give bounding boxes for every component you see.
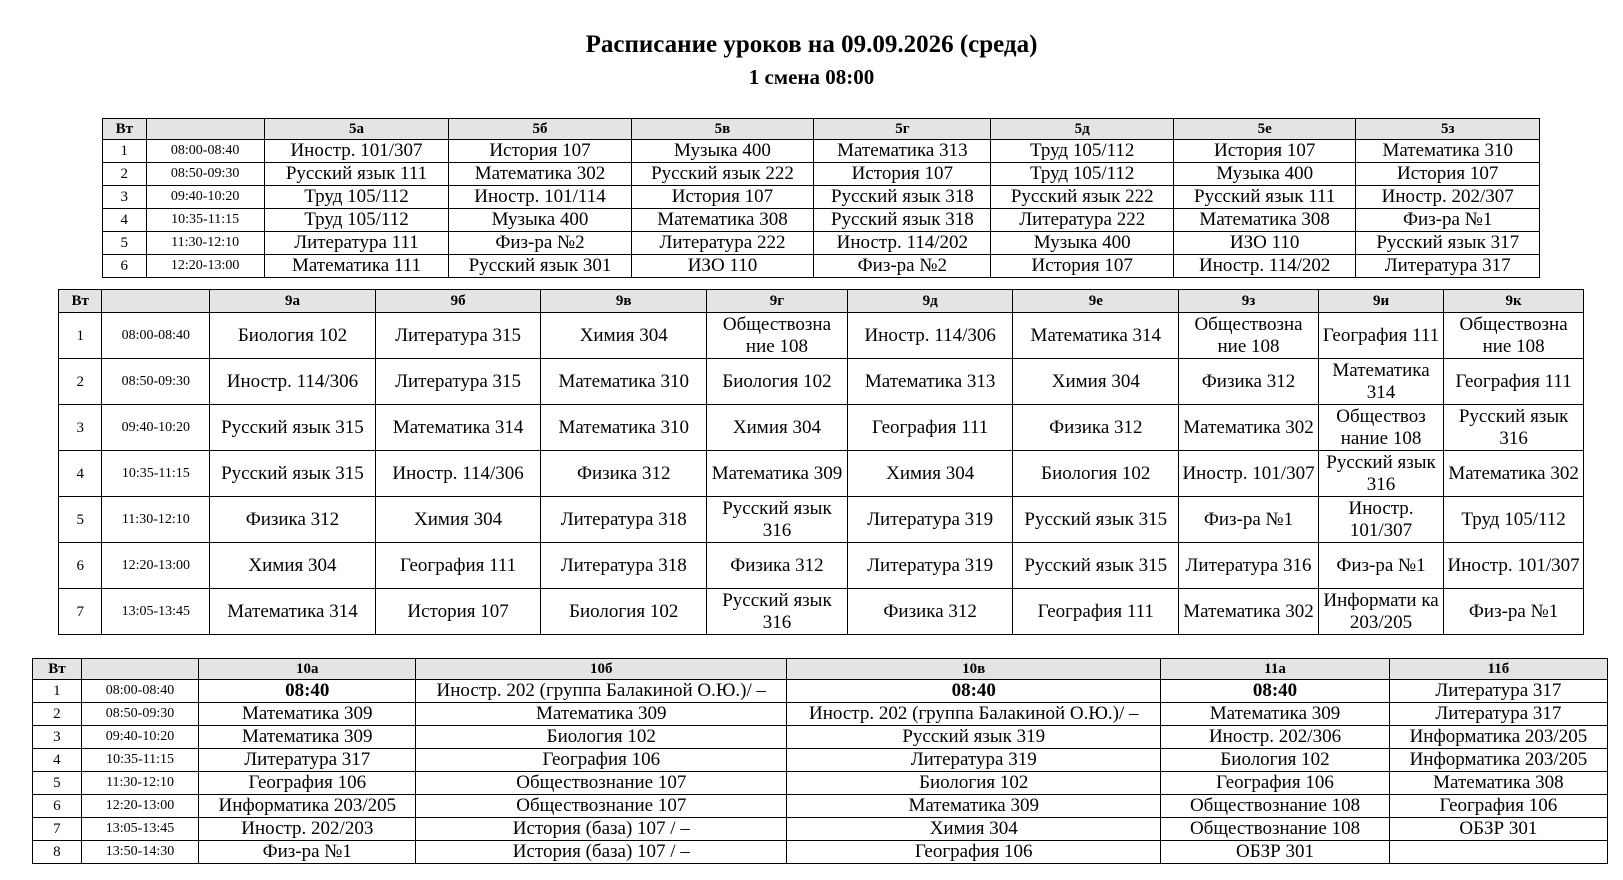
lesson-cell: Труд 105/112 [991,163,1173,186]
lesson-time: 09:40-10:20 [146,186,264,209]
lesson-row [59,451,1584,497]
lesson-cell: Иностр. 101/114 [449,186,631,209]
lesson-cell: Физика 312 [541,451,707,497]
lesson-cell: 08:40 [199,680,416,703]
lesson-cell: Биология 102 [707,359,848,405]
lesson-cell: Обществознание 107 [416,772,787,795]
lesson-cell: Иностр. 114/202 [1173,255,1355,278]
lesson-cell: История 107 [1356,163,1540,186]
lesson-row [59,589,1584,635]
lesson-number: 2 [33,703,82,726]
lesson-number: 3 [59,405,102,451]
lesson-time: 08:50-09:30 [102,359,210,405]
day-label-header: Вт [59,290,102,313]
lesson-cell: История (база) 107 / – [416,818,787,841]
lesson-number: 6 [59,543,102,589]
lesson-cell: ИЗО 110 [1173,232,1355,255]
lesson-row [33,726,1608,749]
lesson-time: 12:20-13:00 [102,543,210,589]
lesson-number: 3 [103,186,147,209]
lesson-cell: Математика 309 [707,451,848,497]
lesson-row [59,405,1584,451]
lesson-time: 13:05-13:45 [102,589,210,635]
lesson-cell: Русский язык 222 [991,186,1173,209]
class-header: 9г [707,290,848,313]
class-header: 9в [541,290,707,313]
lesson-cell: География 111 [1318,313,1443,359]
lesson-cell: Физ-ра №2 [449,232,631,255]
lesson-cell: Литература 316 [1179,543,1319,589]
lesson-number: 4 [103,209,147,232]
time-header [146,119,264,140]
lesson-cell: Литература 111 [264,232,449,255]
lesson-cell: География 111 [375,543,541,589]
lesson-cell: Физика 312 [707,543,848,589]
lesson-cell: История 107 [1173,140,1355,163]
class-header: 9б [375,290,541,313]
lesson-number: 3 [33,726,82,749]
lesson-cell: Русский язык 111 [264,163,449,186]
class-header: 9д [847,290,1013,313]
lesson-cell: География 106 [1389,795,1607,818]
class-header: 5б [449,119,631,140]
lesson-time: 12:20-13:00 [81,795,198,818]
lesson-cell: Химия 304 [541,313,707,359]
lesson-row [59,497,1584,543]
lesson-cell: Музыка 400 [991,232,1173,255]
lesson-cell: Русский язык 316 [1444,405,1584,451]
lesson-row [33,795,1608,818]
lesson-cell: Обществознание 108 [1161,818,1390,841]
lesson-row [33,841,1608,864]
lesson-cell: ОБЗР 301 [1389,818,1607,841]
lesson-cell: Химия 304 [847,451,1013,497]
lesson-cell: Математика 314 [375,405,541,451]
lesson-cell: Обществоз нание 108 [1318,405,1443,451]
class-header: 10в [787,659,1161,680]
lesson-cell: География 106 [1161,772,1390,795]
lesson-cell: Русский язык 317 [1356,232,1540,255]
lesson-time: 09:40-10:20 [102,405,210,451]
lesson-cell: Математика 314 [210,589,376,635]
header-row [59,290,1584,313]
class-header: 5е [1173,119,1355,140]
lesson-cell: Русский язык 315 [210,405,376,451]
class-header: 5г [814,119,991,140]
lesson-row [103,209,1540,232]
lesson-cell: Литература 319 [847,497,1013,543]
class-header: 10б [416,659,787,680]
lesson-cell: Литература 315 [375,359,541,405]
class-header: 9а [210,290,376,313]
lesson-time: 11:30-12:10 [146,232,264,255]
lesson-row [103,163,1540,186]
lesson-row [33,818,1608,841]
lesson-cell: Математика 313 [814,140,991,163]
lesson-cell: Русский язык 319 [787,726,1161,749]
lesson-cell: Математика 308 [1173,209,1355,232]
lesson-number: 4 [59,451,102,497]
lesson-cell: Физ-ра №1 [1179,497,1319,543]
header-row [103,119,1540,140]
lesson-cell: География 111 [847,405,1013,451]
lesson-cell: Физика 312 [1179,359,1319,405]
lesson-number: 8 [33,841,82,864]
class-header: 11б [1389,659,1607,680]
lesson-cell: Литература 318 [541,543,707,589]
lesson-cell: Информати ка 203/205 [1318,589,1443,635]
lesson-row [59,543,1584,589]
lesson-cell: Иностр. 114/306 [375,451,541,497]
lesson-cell: Иностр. 101/307 [1179,451,1319,497]
lesson-cell: Русский язык 318 [814,209,991,232]
lesson-cell: Труд 105/112 [264,186,449,209]
lesson-cell: Биология 102 [210,313,376,359]
lesson-cell: Математика 309 [199,703,416,726]
lesson-cell: Литература 317 [1389,703,1607,726]
class-header: 9з [1179,290,1319,313]
lesson-cell: История 107 [375,589,541,635]
lesson-number: 5 [59,497,102,543]
lesson-number: 1 [59,313,102,359]
lesson-number: 1 [103,140,147,163]
lesson-cell: Русский язык 316 [1318,451,1443,497]
lesson-number: 6 [103,255,147,278]
lesson-cell: Иностр. 101/307 [1318,497,1443,543]
lesson-cell: Физ-ра №2 [814,255,991,278]
lesson-cell: Труд 105/112 [1444,497,1584,543]
lesson-cell: Физ-ра №1 [1444,589,1584,635]
lesson-cell: Математика 309 [199,726,416,749]
lesson-cell: ОБЗР 301 [1161,841,1390,864]
class-header: 11а [1161,659,1390,680]
day-label-header: Вт [103,119,147,140]
lesson-cell: Иностр. 101/307 [264,140,449,163]
lesson-cell: Биология 102 [416,726,787,749]
lesson-cell: Русский язык 318 [814,186,991,209]
lesson-cell: Русский язык 315 [1013,543,1179,589]
lesson-cell: Литература 315 [375,313,541,359]
lesson-cell: Химия 304 [375,497,541,543]
lesson-cell: Химия 304 [787,818,1161,841]
lesson-cell: История 107 [449,140,631,163]
lesson-cell: Математика 309 [1161,703,1390,726]
lesson-cell: Русский язык 111 [1173,186,1355,209]
lesson-cell: Литература 318 [541,497,707,543]
shift-subtitle: 1 смена 08:00 [748,65,875,89]
lesson-cell: Иностр. 202 (группа Балакиной О.Ю.)/ – [787,703,1161,726]
lesson-cell: Обществозна ние 108 [707,313,848,359]
lesson-time: 11:30-12:10 [102,497,210,543]
lesson-cell: Музыка 400 [449,209,631,232]
lesson-row [33,680,1608,703]
lesson-cell: Химия 304 [210,543,376,589]
lesson-cell: История 107 [814,163,991,186]
lesson-cell: Физ-ра №1 [1356,209,1540,232]
lesson-cell: Музыка 400 [631,140,813,163]
class-header: 5а [264,119,449,140]
lesson-cell: Иностр. 202/203 [199,818,416,841]
lesson-cell: Биология 102 [1161,749,1390,772]
lesson-cell: Математика 310 [1356,140,1540,163]
lesson-time: 08:00-08:40 [81,680,198,703]
lesson-time: 10:35-11:15 [102,451,210,497]
lesson-cell: Информатика 203/205 [1389,749,1607,772]
lesson-time: 08:50-09:30 [81,703,198,726]
lesson-cell: Иностр. 114/306 [210,359,376,405]
lesson-cell: Физика 312 [847,589,1013,635]
lesson-number: 4 [33,749,82,772]
lesson-cell: Русский язык 316 [707,497,848,543]
class-header: 10а [199,659,416,680]
lesson-cell: Физ-ра №1 [199,841,416,864]
header-row [33,659,1608,680]
lesson-cell: Информатика 203/205 [199,795,416,818]
lesson-cell: Математика 310 [541,359,707,405]
lesson-cell: Математика 309 [787,795,1161,818]
lesson-cell: Математика 309 [416,703,787,726]
lesson-time: 11:30-12:10 [81,772,198,795]
lesson-time: 12:20-13:00 [146,255,264,278]
schedule-table-grade-5 [102,118,1540,278]
lesson-row [33,703,1608,726]
lesson-cell: Математика 308 [631,209,813,232]
lesson-cell: География 111 [1444,359,1584,405]
schedule-table-grade-10-11 [32,658,1608,864]
lesson-time: 13:05-13:45 [81,818,198,841]
lesson-cell: Физ-ра №1 [1318,543,1443,589]
lesson-row [103,255,1540,278]
lesson-time: 08:50-09:30 [146,163,264,186]
lesson-cell: 08:40 [787,680,1161,703]
class-header: 9и [1318,290,1443,313]
lesson-cell: Труд 105/112 [264,209,449,232]
class-header: 5в [631,119,813,140]
lesson-cell: География 106 [416,749,787,772]
lesson-cell: Математика 302 [1179,589,1319,635]
lesson-cell: Биология 102 [787,772,1161,795]
lesson-cell: Русский язык 222 [631,163,813,186]
lesson-cell: Математика 302 [1444,451,1584,497]
lesson-number: 1 [33,680,82,703]
lesson-cell: История 107 [991,255,1173,278]
lesson-cell: Иностр. 114/306 [847,313,1013,359]
lesson-cell: Иностр. 202/307 [1356,186,1540,209]
lesson-cell: Обществознание 108 [1161,795,1390,818]
lesson-cell: Труд 105/112 [991,140,1173,163]
lesson-cell: Математика 313 [847,359,1013,405]
lesson-cell: География 111 [1013,589,1179,635]
lesson-time: 08:00-08:40 [102,313,210,359]
lesson-cell: Физика 312 [210,497,376,543]
lesson-time: 10:35-11:15 [146,209,264,232]
class-header: 5з [1356,119,1540,140]
lesson-number: 7 [33,818,82,841]
lesson-row [33,749,1608,772]
page-title: Расписание уроков на 09.09.2026 (среда) [585,31,1038,58]
lesson-cell: ИЗО 110 [631,255,813,278]
lesson-number: 2 [103,163,147,186]
lesson-cell: Литература 222 [631,232,813,255]
lesson-cell: Математика 310 [541,405,707,451]
lesson-cell [1389,841,1607,864]
lesson-cell: Русский язык 315 [210,451,376,497]
lesson-cell: Литература 317 [1356,255,1540,278]
lesson-row [103,232,1540,255]
lesson-cell: География 106 [787,841,1161,864]
lesson-cell: Математика 111 [264,255,449,278]
lesson-cell: Иностр. 202 (группа Балакиной О.Ю.)/ – [416,680,787,703]
time-header [102,290,210,313]
class-header: 9к [1444,290,1584,313]
lesson-number: 7 [59,589,102,635]
lesson-cell: Математика 314 [1318,359,1443,405]
lesson-cell: Литература 319 [787,749,1161,772]
schedule-table-grade-9 [58,289,1584,635]
lesson-cell: Литература 317 [1389,680,1607,703]
lesson-cell: Обществозна ние 108 [1179,313,1319,359]
lesson-cell: Русский язык 301 [449,255,631,278]
lesson-cell: География 106 [199,772,416,795]
lesson-cell: Обществозна ние 108 [1444,313,1584,359]
time-header [81,659,198,680]
lesson-number: 2 [59,359,102,405]
lesson-number: 6 [33,795,82,818]
lesson-cell: Химия 304 [707,405,848,451]
lesson-row [59,359,1584,405]
lesson-cell: Русский язык 315 [1013,497,1179,543]
lesson-cell: Русский язык 316 [707,589,848,635]
lesson-cell: Музыка 400 [1173,163,1355,186]
lesson-cell: Иностр. 101/307 [1444,543,1584,589]
lesson-row [103,186,1540,209]
lesson-cell: Математика 314 [1013,313,1179,359]
lesson-cell: Литература 222 [991,209,1173,232]
lesson-cell: Биология 102 [1013,451,1179,497]
day-label-header: Вт [33,659,82,680]
lesson-cell: Информатика 203/205 [1389,726,1607,749]
lesson-time: 10:35-11:15 [81,749,198,772]
lesson-cell: Математика 302 [1179,405,1319,451]
lesson-time: 09:40-10:20 [81,726,198,749]
lesson-cell: 08:40 [1161,680,1390,703]
lesson-cell: Литература 317 [199,749,416,772]
lesson-cell: История 107 [631,186,813,209]
lesson-cell: Литература 319 [847,543,1013,589]
lesson-row [33,772,1608,795]
lesson-cell: Физика 312 [1013,405,1179,451]
lesson-number: 5 [33,772,82,795]
lesson-cell: Математика 302 [449,163,631,186]
lesson-number: 5 [103,232,147,255]
class-header: 9е [1013,290,1179,313]
lesson-cell: Иностр. 114/202 [814,232,991,255]
lesson-cell: Биология 102 [541,589,707,635]
lesson-time: 08:00-08:40 [146,140,264,163]
lesson-row [59,313,1584,359]
lesson-cell: Иностр. 202/306 [1161,726,1390,749]
class-header: 5д [991,119,1173,140]
lesson-cell: Химия 304 [1013,359,1179,405]
lesson-cell: Математика 308 [1389,772,1607,795]
lesson-cell: Обществознание 107 [416,795,787,818]
lesson-time: 13:50-14:30 [81,841,198,864]
lesson-row [103,140,1540,163]
lesson-cell: История (база) 107 / – [416,841,787,864]
